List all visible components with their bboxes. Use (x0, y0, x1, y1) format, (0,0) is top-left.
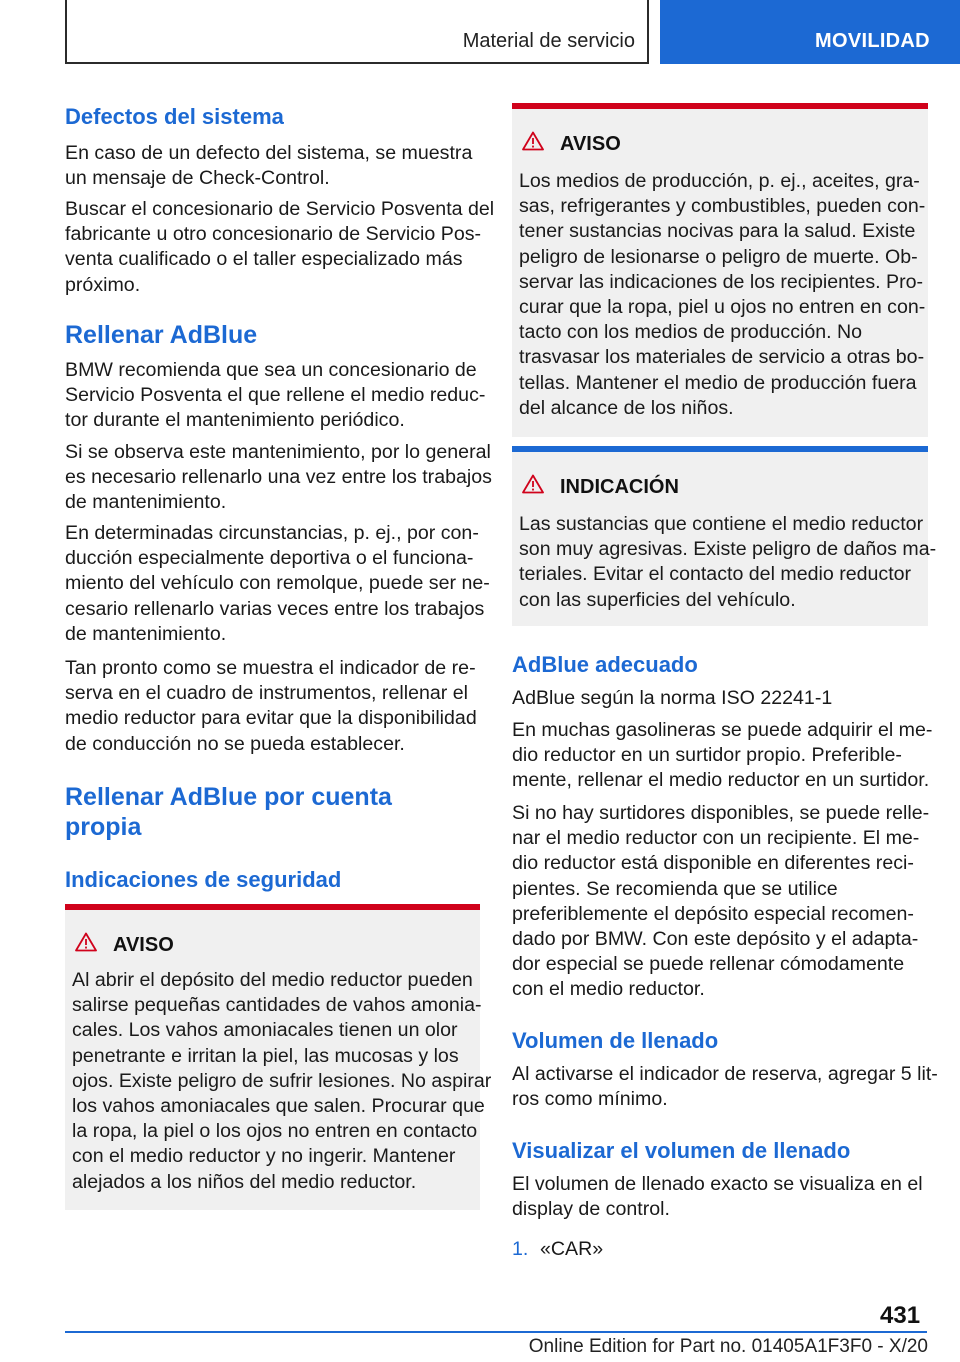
notice-box-title: INDICACIÓN (560, 476, 679, 498)
paragraph-rellenar-3: En determinadas circunstancias, p. ej., por con‐ ducción especialmente deportiva o el funciona‐ miento del vehículo con remolque, puede ser ne‐ cesario rellenarlo varias veces entre los trabajos de mantenimiento. (65, 522, 490, 645)
paragraph-defectos-1: En caso de un defecto del sistema, se muestra un mensaje de Check-Control. (65, 142, 473, 190)
heading-rellenar-cuenta: Rellenar AdBlue por cuenta propia (65, 783, 392, 841)
heading-volumen: Volumen de llenado (512, 1028, 719, 1053)
warning-triangle-icon (522, 131, 544, 151)
footer-edition: Online Edition for Part no. 01405A1F3F0 - X/20 (528, 1336, 928, 1357)
paragraph-defectos-2: Buscar el concesionario de Servicio Posventa del fabricante u otro concesionario de Servicio Pos‐ venta cualificado o el taller especializado más próximo. (65, 198, 495, 296)
heading-rellenar: Rellenar AdBlue (65, 321, 258, 349)
step-number: 1. (512, 1238, 529, 1260)
page-number: 431 (880, 1302, 921, 1329)
notice-box-text: Las sustancias que contiene el medio reductor son muy agresivas. Existe peligro de daños ma‐ teriales. Evitar el contacto del medio reductor con las superficies del vehículo. (519, 513, 937, 611)
header-chapter-tab (660, 0, 960, 64)
warning-box-aviso-produccion (512, 103, 928, 437)
heading-seguridad: Indicaciones de seguridad (65, 867, 342, 892)
paragraph-adecuado-3: Si no hay surtidores disponibles, se puede relle‐ nar el medio reductor con un recipiente. El me‐ dio reductor está disponible en diferentes reci‐ pientes. Se recomienda que se utilice preferiblemente el depósito especial recomen‐ dado por BMW. Con este depósito y el adapta‐ dor especial se puede rellenar cómodamente con el medio reductor. (512, 802, 930, 1001)
notice-box-indicacion (512, 446, 937, 626)
chapter-label: MOVILIDAD (815, 30, 930, 52)
warning-box-title: AVISO (113, 934, 174, 956)
warning-triangle-icon (522, 474, 544, 494)
paragraph-volumen: Al activarse el indicador de reserva, agregar 5 lit‐ ros como mínimo. (512, 1063, 938, 1111)
section-label: Material de servicio (462, 30, 635, 52)
step-list-item (512, 1237, 604, 1262)
heading-visualizar: Visualizar el volumen de llenado (512, 1138, 851, 1163)
paragraph-adecuado-2: En muchas gasolineras se puede adquirir el me‐ dio reductor en un surtidor propio. Preferible‐ mente, rellenar el medio reductor en un surtidor. (512, 719, 933, 792)
paragraph-rellenar-4: Tan pronto como se muestra el indicador de re‐ serva en el cuadro de instrumentos, rellenar el medio reductor para evitar que la disponibilidad de conducción no se pueda establecer. (65, 657, 477, 755)
step-text: «CAR» (540, 1238, 604, 1260)
warning-box-title: AVISO (560, 133, 621, 155)
warning-box-text: Al abrir el depósito del medio reductor pueden salirse pequeñas cantidades de vahos amonia‐ cales. Los vahos amoniacales tienen un olor penetrante e irritan la piel, las mucosas y los ojos. Existe peligro de sufrir lesiones. No aspirar los vahos amoniacales que salen. Procurar que la ropa, la piel o los ojos no entren en contacto con el medio reductor y no ingerir. Mantener alejados a los niños del medio reductor. (72, 969, 492, 1193)
paragraph-visualizar: El volumen de llenado exacto se visualiza en el display de control. (512, 1173, 923, 1221)
paragraph-adecuado-1: AdBlue según la norma ISO 22241-1 (512, 687, 833, 709)
warning-box-text: Los medios de producción, p. ej., aceites, gra‐ sas, refrigerantes y combustibles, pueden con‐ tener sustancias nocivas para la salud. Existe peligro de lesionarse o peligro de muerte. Ob‐ servar las indicaciones de los recipientes. Pro‐ curar que la ropa, piel u ojos no entren en con‐ tacto con los medios de producción. No trasvasar los materiales de servicio a otras bo‐ tellas. Mantener el medio de producción fuera del alcance de los niños. (519, 170, 926, 419)
warning-triangle-icon (75, 932, 97, 952)
heading-defectos: Defectos del sistema (65, 104, 284, 129)
paragraph-rellenar-2: Si se observa este mantenimiento, por lo general es necesario rellenarlo una vez entre los trabajos de mantenimiento. (65, 441, 492, 514)
heading-adblue-adecuado: AdBlue adecuado (512, 652, 698, 677)
footer-divider (65, 1331, 927, 1333)
paragraph-rellenar-1: BMW recomienda que sea un concesionario de Servicio Posventa el que rellene el medio reduc‐ tor durante el mantenimiento periódico. (65, 359, 486, 432)
warning-box-aviso (65, 904, 492, 1210)
header-section-tab (65, 0, 649, 64)
